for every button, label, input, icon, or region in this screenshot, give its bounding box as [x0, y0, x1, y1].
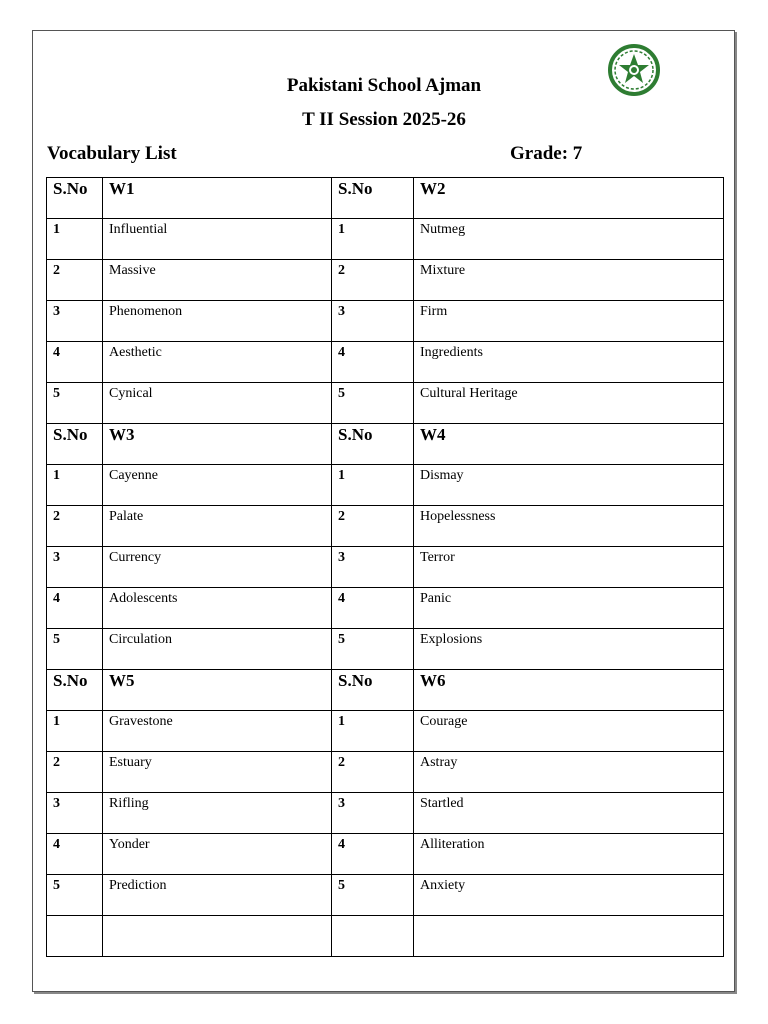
- week-header: W1: [103, 178, 332, 219]
- table-row: [47, 711, 724, 752]
- week-header: W4: [414, 424, 724, 465]
- vocab-word: Phenomenon: [103, 301, 332, 342]
- table-row: [47, 588, 724, 629]
- vocabulary-table-body: [47, 178, 724, 957]
- table-header-row: [47, 670, 724, 711]
- row-number: 5: [47, 383, 103, 424]
- table-row: [47, 383, 724, 424]
- table-header-row: [47, 178, 724, 219]
- vocab-word: Ingredients: [414, 342, 724, 383]
- row-number: 1: [332, 465, 414, 506]
- sno-header: S.No: [47, 424, 103, 465]
- row-number: 3: [47, 547, 103, 588]
- vocab-word: Firm: [414, 301, 724, 342]
- row-number: 3: [332, 547, 414, 588]
- vocab-word: Gravestone: [103, 711, 332, 752]
- week-header: W6: [414, 670, 724, 711]
- row-number: 1: [332, 219, 414, 260]
- row-number: 2: [47, 752, 103, 793]
- vocab-word: Dismay: [414, 465, 724, 506]
- empty-table-row: [47, 916, 724, 957]
- row-number: 5: [332, 629, 414, 670]
- vocab-word: Courage: [414, 711, 724, 752]
- vocab-word: Startled: [414, 793, 724, 834]
- vocab-word: Rifling: [103, 793, 332, 834]
- vocab-word: Yonder: [103, 834, 332, 875]
- row-number: 5: [332, 383, 414, 424]
- row-number: 2: [332, 506, 414, 547]
- sno-header: S.No: [47, 670, 103, 711]
- empty-cell: [332, 916, 414, 957]
- row-number: 4: [332, 834, 414, 875]
- vocab-word: Palate: [103, 506, 332, 547]
- table-row: [47, 260, 724, 301]
- vocab-word: Prediction: [103, 875, 332, 916]
- sno-header: S.No: [332, 178, 414, 219]
- row-number: 4: [332, 342, 414, 383]
- vocab-word: Cultural Heritage: [414, 383, 724, 424]
- row-number: 2: [47, 260, 103, 301]
- row-number: 5: [47, 875, 103, 916]
- vocab-word: Hopelessness: [414, 506, 724, 547]
- vocab-word: Explosions: [414, 629, 724, 670]
- row-number: 4: [47, 342, 103, 383]
- row-number: 1: [332, 711, 414, 752]
- grade-label: Grade: 7: [510, 143, 583, 164]
- table-row: [47, 793, 724, 834]
- vocabulary-table: [46, 177, 724, 957]
- row-number: 3: [47, 793, 103, 834]
- empty-cell: [414, 916, 724, 957]
- vocab-word: Panic: [414, 588, 724, 629]
- table-row: [47, 301, 724, 342]
- table-row: [47, 629, 724, 670]
- row-number: 3: [332, 301, 414, 342]
- school-name-text: Pakistani School Ajman: [286, 75, 482, 96]
- table-row: [47, 465, 724, 506]
- table-row: [47, 752, 724, 793]
- table-row: [47, 219, 724, 260]
- row-number: 4: [332, 588, 414, 629]
- vocab-word: Influential: [103, 219, 332, 260]
- table-row: [47, 834, 724, 875]
- sno-header: S.No: [332, 670, 414, 711]
- table-row: [47, 875, 724, 916]
- row-number: 3: [47, 301, 103, 342]
- table-row: [47, 547, 724, 588]
- table-row: [47, 506, 724, 547]
- row-number: 2: [332, 260, 414, 301]
- row-number: 5: [332, 875, 414, 916]
- vocab-word: Cynical: [103, 383, 332, 424]
- vocabulary-list-title: Vocabulary List: [47, 143, 177, 164]
- vocab-word: Mixture: [414, 260, 724, 301]
- vocab-word: Massive: [103, 260, 332, 301]
- week-header: W3: [103, 424, 332, 465]
- sno-header: S.No: [47, 178, 103, 219]
- session-title: T II Session 2025-26: [302, 109, 466, 130]
- week-header: W5: [103, 670, 332, 711]
- table-header-row: [47, 424, 724, 465]
- row-number: 1: [47, 219, 103, 260]
- week-header: W2: [414, 178, 724, 219]
- row-number: 4: [47, 834, 103, 875]
- empty-cell: [47, 916, 103, 957]
- row-number: 4: [47, 588, 103, 629]
- row-number: 2: [332, 752, 414, 793]
- vocab-word: Anxiety: [414, 875, 724, 916]
- school-name: [0, 75, 768, 97]
- vocab-word: Cayenne: [103, 465, 332, 506]
- vocab-word: Alliteration: [414, 834, 724, 875]
- table-row: [47, 342, 724, 383]
- row-number: 1: [47, 711, 103, 752]
- row-number: 5: [47, 629, 103, 670]
- row-number: 1: [47, 465, 103, 506]
- vocab-word: Nutmeg: [414, 219, 724, 260]
- vocab-word: Adolescents: [103, 588, 332, 629]
- sno-header: S.No: [332, 424, 414, 465]
- vocab-word: Currency: [103, 547, 332, 588]
- vocab-word: Astray: [414, 752, 724, 793]
- vocab-word: Circulation: [103, 629, 332, 670]
- vocab-word: Estuary: [103, 752, 332, 793]
- vocab-word: Terror: [414, 547, 724, 588]
- row-number: 2: [47, 506, 103, 547]
- row-number: 3: [332, 793, 414, 834]
- vocab-word: Aesthetic: [103, 342, 332, 383]
- empty-cell: [103, 916, 332, 957]
